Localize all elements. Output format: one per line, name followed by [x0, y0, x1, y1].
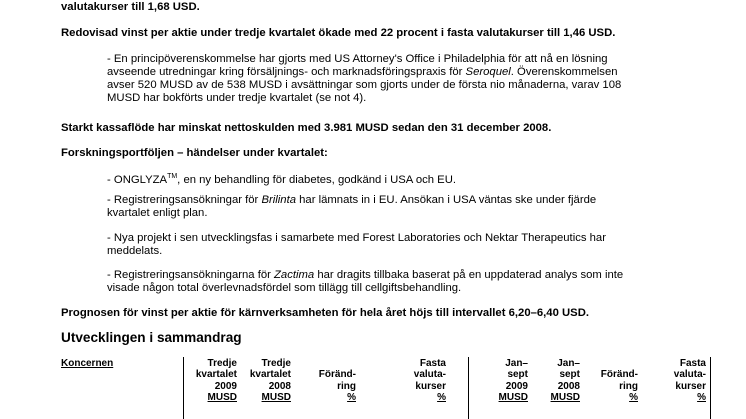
- table-divider: [710, 357, 711, 419]
- trademark-mark: TM: [167, 173, 178, 180]
- zactima-text-2: har dragits tillbaka baserat på en uppdaterad analys som inte: [314, 269, 624, 281]
- research-item-zactima: [107, 269, 623, 295]
- projects-text-2: meddelats.: [107, 245, 163, 257]
- zactima-name: Zactima: [274, 269, 315, 281]
- summary-heading: Utvecklingen i sammandrag: [61, 330, 242, 345]
- onglyza-name: - ONGLYZA: [107, 173, 168, 186]
- col-header-change: Föränd- ring %: [318, 369, 356, 404]
- brilinta-text-3: kvartalet enligt plan.: [107, 207, 208, 219]
- settlement-line-4: MUSD har bokförts under tredje kvartalet (se not 4).: [107, 92, 367, 104]
- col-header-change-ytd: Föränd- ring %: [600, 369, 638, 404]
- intro-tail: valutakurser till 1,68 USD.: [61, 1, 200, 13]
- eps-heading: Redovisad vinst per aktie under tredje kvartalet ökade med 22 procent i fasta valutakurser till 1,46 USD.: [61, 27, 616, 39]
- forecast-heading: Prognosen för vinst per aktie för kärnverksamheten för hela året höjs till intervallet 6,20–6,40 USD.: [61, 307, 590, 319]
- table-row-label: Koncernen: [61, 358, 114, 369]
- seroquel-name: Seroquel: [465, 66, 511, 78]
- cashflow-heading: Starkt kassaflöde har minskat nettoskulden med 3.981 MUSD sedan den 31 december 2008.: [61, 122, 552, 134]
- settlement-line-2b: . Överenskommelsen: [510, 66, 618, 78]
- brilinta-text-1: - Registreringsansökningar för: [107, 194, 262, 206]
- research-heading: Forskningsportföljen – händelser under kvartalet:: [61, 147, 328, 159]
- research-item-brilinta: [107, 194, 596, 220]
- settlement-paragraph: [107, 53, 685, 105]
- projects-text-1: - Nya projekt i sen utvecklingsfas i samarbete med Forest Laboratories och Nektar Therapeutics har: [107, 232, 606, 244]
- research-item-projects: [107, 232, 606, 258]
- col-header-q3-2008: Tredje kvartalet 2008 MUSD: [249, 358, 291, 404]
- settlement-line-1: - En principöverenskommelse har gjorts med US Attorney's Office i Philadelphia för att nå en lösning: [107, 53, 608, 65]
- table-divider: [183, 357, 184, 419]
- brilinta-name: Brilinta: [261, 194, 296, 206]
- zactima-text-3: visade någon total överlevnadsfördel som tillägg till cellgiftsbehandling.: [107, 282, 462, 294]
- zactima-text-1: - Registreringsansökningarna för: [107, 269, 275, 281]
- summary-table-header: [0, 355, 746, 419]
- settlement-line-2a: avseende utredningar kring försäljnings- och marknadsföringspraxis för: [107, 66, 466, 78]
- settlement-line-3: avser 520 MUSD av de 538 MUSD i avsättningar som gjorts under de första nio månaderna, varav 108: [107, 79, 622, 91]
- brilinta-text-2: har lämnats in i EU. Ansökan i USA väntas ske under fjärde: [296, 194, 597, 206]
- onglyza-text: , en ny behandling för diabetes, godkänd i USA och EU.: [177, 173, 457, 186]
- col-header-fixed-fx: Fasta valuta- kurser %: [413, 358, 446, 404]
- col-header-jan-sept-2009: Jan– sept 2009 MUSD: [498, 358, 528, 404]
- col-header-jan-sept-2008: Jan– sept 2008 MUSD: [550, 358, 580, 404]
- table-divider: [468, 357, 469, 419]
- col-header-fixed-fx-ytd: Fasta valuta- kurser %: [673, 358, 706, 404]
- col-header-q3-2009: Tredje kvartalet 2009 MUSD: [195, 358, 237, 404]
- research-item-onglyza: [107, 170, 456, 187]
